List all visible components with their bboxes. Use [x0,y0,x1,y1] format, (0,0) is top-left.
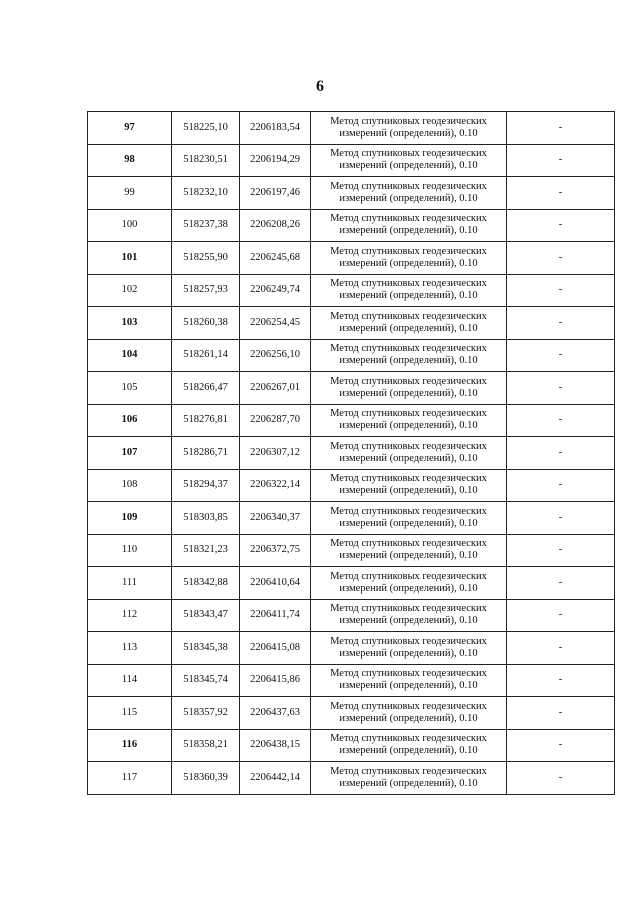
point-number-cell: 97 [88,112,172,145]
point-number-cell: 117 [88,762,172,795]
accuracy-cell: - [507,307,615,340]
x-coordinate-cell: 518261,14 [172,339,240,372]
point-number-cell: 100 [88,209,172,242]
accuracy-cell: - [507,404,615,437]
method-text-line-2: измерений (определений), 0.10 [339,745,478,757]
method-text-line-1: Метод спутниковых геодезических [330,733,487,745]
accuracy-cell: - [507,697,615,730]
point-number-cell: 109 [88,502,172,535]
method-text-line-1: Метод спутниковых геодезических [330,473,487,485]
method-cell [311,307,507,340]
x-coordinate-cell: 518266,47 [172,372,240,405]
table-row [88,697,615,730]
method-text-line-2: измерений (определений), 0.10 [339,420,478,432]
table-row [88,404,615,437]
method-text-line-2: измерений (определений), 0.10 [339,647,478,659]
method-text-line-1: Метод спутниковых геодезических [330,440,487,452]
y-coordinate-cell: 2206442,14 [240,762,311,795]
x-coordinate-cell: 518303,85 [172,502,240,535]
x-coordinate-cell: 518357,92 [172,697,240,730]
method-text-line-2: измерений (определений), 0.10 [339,387,478,399]
x-coordinate-cell: 518276,81 [172,404,240,437]
method-text-line-1: Метод спутниковых геодезических [330,668,487,680]
method-cell [311,372,507,405]
y-coordinate-cell: 2206194,29 [240,144,311,177]
method-cell [311,567,507,600]
method-text-line-1: Метод спутниковых геодезических [330,375,487,387]
point-number-cell: 114 [88,664,172,697]
y-coordinate-cell: 2206256,10 [240,339,311,372]
method-cell [311,274,507,307]
method-text-line-2: измерений (определений), 0.10 [339,777,478,789]
accuracy-cell: - [507,242,615,275]
method-cell [311,209,507,242]
x-coordinate-cell: 518345,74 [172,664,240,697]
method-text-line-2: измерений (определений), 0.10 [339,127,478,139]
method-text-line-2: измерений (определений), 0.10 [339,290,478,302]
accuracy-cell: - [507,469,615,502]
accuracy-cell: - [507,632,615,665]
method-text-line-1: Метод спутниковых геодезических [330,310,487,322]
point-number-cell: 116 [88,729,172,762]
method-cell [311,599,507,632]
accuracy-cell: - [507,534,615,567]
method-text-line-1: Метод спутниковых геодезических [330,603,487,615]
y-coordinate-cell: 2206254,45 [240,307,311,340]
table-row [88,209,615,242]
y-coordinate-cell: 2206415,08 [240,632,311,665]
y-coordinate-cell: 2206437,63 [240,697,311,730]
method-text-line-1: Метод спутниковых геодезических [330,278,487,290]
point-number-cell: 106 [88,404,172,437]
method-cell [311,469,507,502]
method-cell [311,112,507,145]
method-text-line-1: Метод спутниковых геодезических [330,700,487,712]
accuracy-cell: - [507,274,615,307]
y-coordinate-cell: 2206322,14 [240,469,311,502]
method-cell [311,632,507,665]
method-cell [311,339,507,372]
x-coordinate-cell: 518342,88 [172,567,240,600]
method-cell [311,502,507,535]
x-coordinate-cell: 518237,38 [172,209,240,242]
y-coordinate-cell: 2206267,01 [240,372,311,405]
accuracy-cell: - [507,599,615,632]
method-cell [311,144,507,177]
page-number: 6 [316,78,324,95]
method-text-line-2: измерений (определений), 0.10 [339,452,478,464]
method-text-line-1: Метод спутниковых геодезических [330,538,487,550]
method-text-line-1: Метод спутниковых геодезических [330,180,487,192]
y-coordinate-cell: 2206249,74 [240,274,311,307]
table-row [88,437,615,470]
y-coordinate-cell: 2206245,68 [240,242,311,275]
method-text-line-1: Метод спутниковых геодезических [330,213,487,225]
method-text-line-2: измерений (определений), 0.10 [339,192,478,204]
y-coordinate-cell: 2206208,26 [240,209,311,242]
method-text-line-2: измерений (определений), 0.10 [339,355,478,367]
coordinates-table [87,111,615,795]
point-number-cell: 103 [88,307,172,340]
accuracy-cell: - [507,762,615,795]
y-coordinate-cell: 2206372,75 [240,534,311,567]
method-text-line-1: Метод спутниковых геодезических [330,635,487,647]
x-coordinate-cell: 518343,47 [172,599,240,632]
point-number-cell: 111 [88,567,172,600]
point-number-cell: 112 [88,599,172,632]
method-text-line-1: Метод спутниковых геодезических [330,148,487,160]
y-coordinate-cell: 2206411,74 [240,599,311,632]
method-text-line-2: измерений (определений), 0.10 [339,550,478,562]
x-coordinate-cell: 518255,90 [172,242,240,275]
table-row [88,632,615,665]
point-number-cell: 98 [88,144,172,177]
coordinates-table-body [88,112,615,795]
table-row [88,274,615,307]
x-coordinate-cell: 518345,38 [172,632,240,665]
x-coordinate-cell: 518257,93 [172,274,240,307]
method-cell [311,242,507,275]
y-coordinate-cell: 2206438,15 [240,729,311,762]
point-number-cell: 115 [88,697,172,730]
point-number-cell: 104 [88,339,172,372]
x-coordinate-cell: 518294,37 [172,469,240,502]
method-text-line-2: измерений (определений), 0.10 [339,680,478,692]
method-text-line-1: Метод спутниковых геодезических [330,245,487,257]
table-row [88,144,615,177]
y-coordinate-cell: 2206307,12 [240,437,311,470]
point-number-cell: 105 [88,372,172,405]
point-number-cell: 101 [88,242,172,275]
point-number-cell: 107 [88,437,172,470]
method-cell [311,664,507,697]
table-row [88,664,615,697]
accuracy-cell: - [507,567,615,600]
y-coordinate-cell: 2206197,46 [240,177,311,210]
method-text-line-2: измерений (определений), 0.10 [339,485,478,497]
method-cell [311,697,507,730]
point-number-cell: 113 [88,632,172,665]
table-row [88,112,615,145]
point-number-cell: 102 [88,274,172,307]
table-row [88,307,615,340]
method-text-line-1: Метод спутниковых геодезических [330,408,487,420]
y-coordinate-cell: 2206340,37 [240,502,311,535]
accuracy-cell: - [507,664,615,697]
accuracy-cell: - [507,502,615,535]
accuracy-cell: - [507,437,615,470]
accuracy-cell: - [507,144,615,177]
table-row [88,242,615,275]
point-number-cell: 110 [88,534,172,567]
y-coordinate-cell: 2206183,54 [240,112,311,145]
method-text-line-1: Метод спутниковых геодезических [330,343,487,355]
point-number-cell: 99 [88,177,172,210]
method-cell [311,177,507,210]
method-text-line-2: измерений (определений), 0.10 [339,712,478,724]
x-coordinate-cell: 518360,39 [172,762,240,795]
accuracy-cell: - [507,112,615,145]
method-text-line-1: Метод спутниковых геодезических [330,570,487,582]
method-cell [311,729,507,762]
method-text-line-1: Метод спутниковых геодезических [330,505,487,517]
method-cell [311,534,507,567]
method-text-line-2: измерений (определений), 0.10 [339,225,478,237]
method-text-line-2: измерений (определений), 0.10 [339,160,478,172]
x-coordinate-cell: 518358,21 [172,729,240,762]
table-row [88,502,615,535]
method-cell [311,404,507,437]
table-row [88,534,615,567]
accuracy-cell: - [507,729,615,762]
x-coordinate-cell: 518321,23 [172,534,240,567]
table-row [88,567,615,600]
method-text-line-1: Метод спутниковых геодезических [330,115,487,127]
x-coordinate-cell: 518260,38 [172,307,240,340]
y-coordinate-cell: 2206287,70 [240,404,311,437]
method-cell [311,762,507,795]
accuracy-cell: - [507,372,615,405]
table-row [88,372,615,405]
point-number-cell: 108 [88,469,172,502]
method-text-line-2: измерений (определений), 0.10 [339,517,478,529]
method-cell [311,437,507,470]
x-coordinate-cell: 518232,10 [172,177,240,210]
x-coordinate-cell: 518225,10 [172,112,240,145]
table-row [88,177,615,210]
method-text-line-2: измерений (определений), 0.10 [339,257,478,269]
method-text-line-2: измерений (определений), 0.10 [339,322,478,334]
accuracy-cell: - [507,339,615,372]
table-row [88,599,615,632]
x-coordinate-cell: 518286,71 [172,437,240,470]
x-coordinate-cell: 518230,51 [172,144,240,177]
method-text-line-1: Метод спутниковых геодезических [330,765,487,777]
table-row [88,469,615,502]
table-row [88,339,615,372]
accuracy-cell: - [507,209,615,242]
table-row [88,762,615,795]
y-coordinate-cell: 2206415,86 [240,664,311,697]
y-coordinate-cell: 2206410,64 [240,567,311,600]
table-row [88,729,615,762]
accuracy-cell: - [507,177,615,210]
method-text-line-2: измерений (определений), 0.10 [339,615,478,627]
method-text-line-2: измерений (определений), 0.10 [339,582,478,594]
